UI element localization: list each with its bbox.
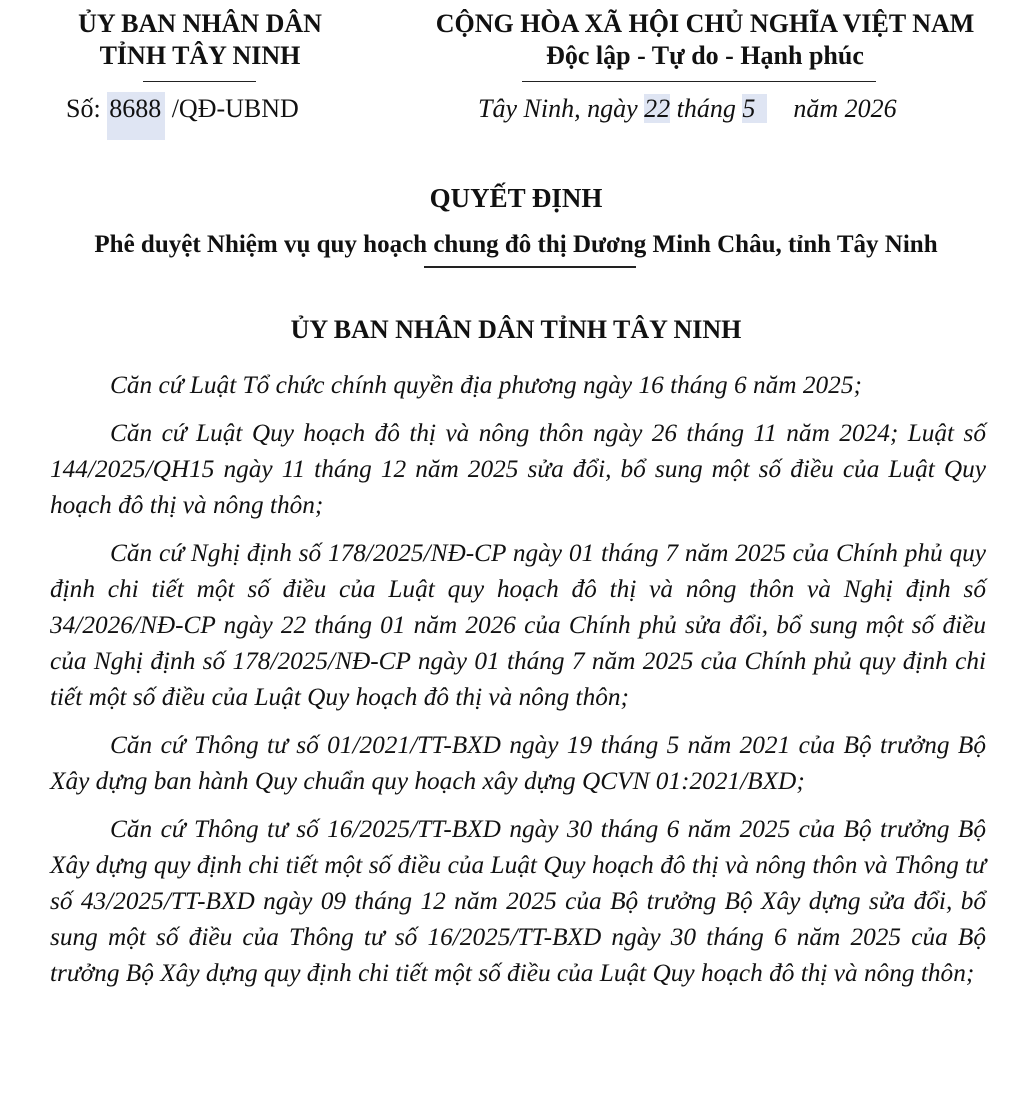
- document-subject: Phê duyệt Nhiệm vụ quy hoạch chung đô thị Dương Minh Châu, tỉnh Tây Ninh: [94, 231, 938, 258]
- date-year: năm 2026: [767, 94, 897, 123]
- agency-line-2: TỈNH TÂY NINH: [99, 41, 301, 70]
- motto-divider: [522, 81, 876, 82]
- legal-basis-paragraph: Căn cứ Luật Quy hoạch đô thị và nông thôn ngày 26 tháng 11 năm 2024; Luật số 144/2025/QH15 ngày 11 tháng 12 năm 2025 sửa đổi, bổ sung một số điều của Luật Quy hoạch đô thị và nông thôn;: [50, 419, 986, 519]
- document-number-field[interactable]: 8688: [107, 92, 165, 140]
- country-name: CỘNG HÒA XÃ HỘI CHỦ NGHĨA VIỆT NAM: [435, 9, 975, 38]
- legal-basis-paragraph: Căn cứ Thông tư số 16/2025/TT-BXD ngày 30 tháng 6 năm 2025 của Bộ trưởng Bộ Xây dựng quy định chi tiết một số điều của Luật Quy hoạch đô thị và nông thôn và Thông tư số 43/2025/TT-BXD ngày 09 tháng 12 năm 2025 của Bộ trưởng Bộ Xây dựng sửa đổi, bổ sung một số điều của Thông tư số 16/2025/TT-BXD ngày 30 tháng 6 năm 2025 của Bộ trưởng Bộ Xây dựng quy định chi tiết một số điều của Luật Quy hoạch đô thị và nông thôn;: [50, 815, 986, 987]
- document-type-title: QUYẾT ĐỊNH: [429, 183, 603, 213]
- date-place: Tây Ninh, ngày: [478, 94, 645, 123]
- date-line: [478, 92, 897, 126]
- number-suffix: /QĐ-UBND: [165, 94, 299, 123]
- agency-line-1: ỦY BAN NHÂN DÂN: [78, 9, 322, 38]
- issuing-agency: [50, 8, 350, 72]
- document-number-line: [66, 92, 299, 140]
- legal-basis-paragraph: Căn cứ Luật Tổ chức chính quyền địa phương ngày 16 tháng 6 năm 2025;: [110, 371, 862, 399]
- national-motto: Độc lập - Tự do - Hạnh phúc: [546, 41, 864, 70]
- date-day-field[interactable]: 22: [644, 94, 671, 123]
- national-header: [420, 8, 990, 72]
- agency-divider: [143, 81, 256, 82]
- date-month-field[interactable]: 5: [742, 94, 767, 123]
- legal-basis-paragraph: Căn cứ Thông tư số 01/2021/TT-BXD ngày 19 tháng 5 năm 2021 của Bộ trưởng Bộ Xây dựng ban hành Quy chuẩn quy hoạch xây dựng QCVN 01:2021/BXD;: [50, 731, 986, 795]
- subject-underline: [424, 266, 636, 268]
- issuing-authority-heading: ỦY BAN NHÂN DÂN TỈNH TÂY NINH: [290, 315, 742, 344]
- legal-basis-paragraph: Căn cứ Nghị định số 178/2025/NĐ-CP ngày 01 tháng 7 năm 2025 của Chính phủ quy định chi tiết một số điều của Luật quy hoạch đô thị và nông thôn và Nghị định số 34/2026/NĐ-CP ngày 22 tháng 01 năm 2026 của Chính phủ sửa đổi, bổ sung một số điều của Nghị định số 178/2025/NĐ-CP ngày 01 tháng 7 năm 2025 của Chính phủ quy định chi tiết một số điều của Luật Quy hoạch đô thị và nông thôn;: [50, 539, 986, 711]
- date-month-label: tháng: [670, 94, 743, 123]
- legal-basis-section: [50, 367, 986, 1003]
- number-prefix: Số:: [66, 94, 108, 123]
